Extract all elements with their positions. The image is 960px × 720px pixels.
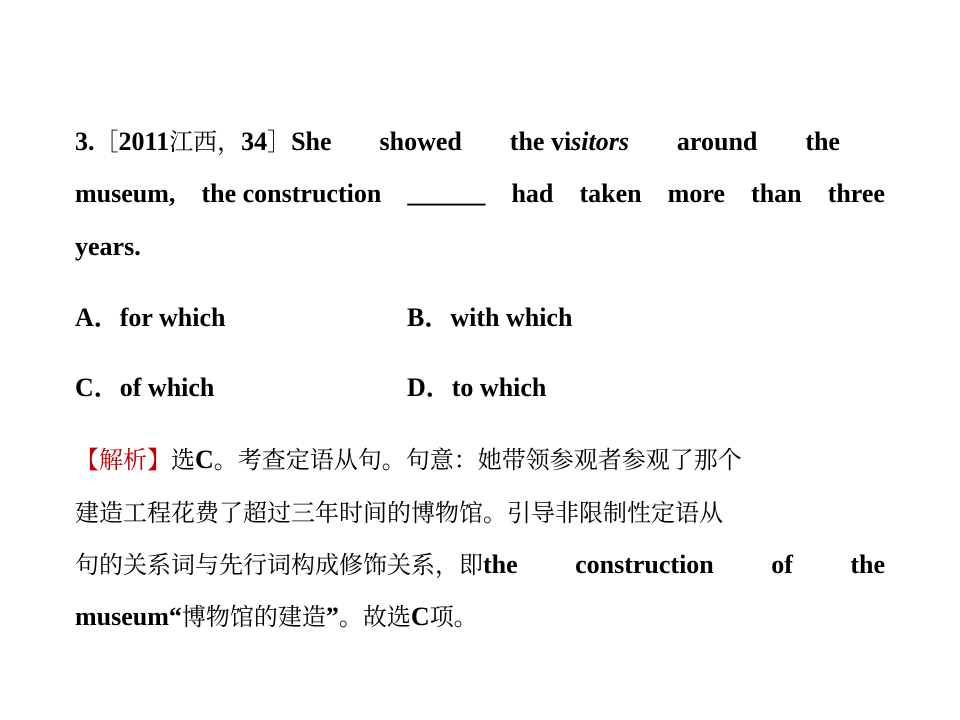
word-museum: museum“ — [75, 602, 182, 631]
explanation-text: 。考查定语从句。句意：她带领参观者参观了那个 — [213, 446, 742, 474]
source-region: 江西， — [169, 128, 242, 156]
word: the construction — [201, 179, 382, 208]
word-the: the — [805, 127, 840, 156]
explanation-segment — [75, 548, 518, 582]
word-showed: showed — [379, 127, 462, 156]
explanation-line-2 — [75, 496, 885, 530]
explanation-text: 建造工程花费了超过三年时间的博物馆。引导非限制性定语从 — [75, 499, 723, 527]
word-sitors: sitors — [571, 127, 629, 156]
word: three — [827, 179, 885, 208]
explanation-text: 。故选 — [338, 603, 411, 631]
explanation-line-1 — [75, 443, 885, 477]
word: museum, — [75, 179, 176, 208]
question-line-1 — [75, 126, 840, 158]
word: than — [751, 179, 802, 208]
word: construction — [575, 550, 714, 579]
option-c: C．of which — [75, 373, 215, 402]
option-a: A．for which — [75, 303, 226, 332]
question-number: 3. — [75, 127, 95, 156]
word-around: around — [676, 127, 758, 156]
word-the-vi: the vi — [509, 127, 572, 156]
question-line-3: years. — [75, 232, 141, 261]
explanation-tag: 【解析】 — [75, 446, 171, 474]
question-source — [75, 126, 332, 158]
source-year: 2011 — [118, 127, 170, 156]
question-line-2 — [75, 178, 885, 210]
explanation-text: 句的关系词与先行词构成修饰关系，即 — [75, 551, 483, 579]
word: taken — [579, 179, 642, 208]
close-quote: ” — [325, 602, 339, 631]
word-she: She — [291, 127, 332, 156]
explanation-line-3 — [75, 548, 885, 582]
word: the — [850, 550, 885, 579]
explanation-text: 项。 — [429, 603, 478, 631]
word: had — [511, 179, 554, 208]
answer-letter: C — [410, 602, 430, 631]
answer-blank: ______ — [407, 179, 486, 208]
word: more — [667, 179, 725, 208]
word: the — [483, 550, 518, 579]
source-item: 34 — [241, 127, 268, 156]
word-the-visitors — [510, 126, 629, 158]
option-d: D．to which — [407, 373, 547, 402]
explanation-line-4 — [75, 600, 885, 634]
explanation-text: 选 — [171, 446, 195, 474]
option-b: B．with which — [407, 303, 573, 332]
source-close-bracket: ］ — [267, 128, 292, 156]
explanation-text: 博物馆的建造 — [181, 603, 326, 631]
word: of — [771, 550, 793, 579]
source-open-bracket: ［ — [94, 128, 119, 156]
answer-letter: C — [195, 445, 214, 474]
